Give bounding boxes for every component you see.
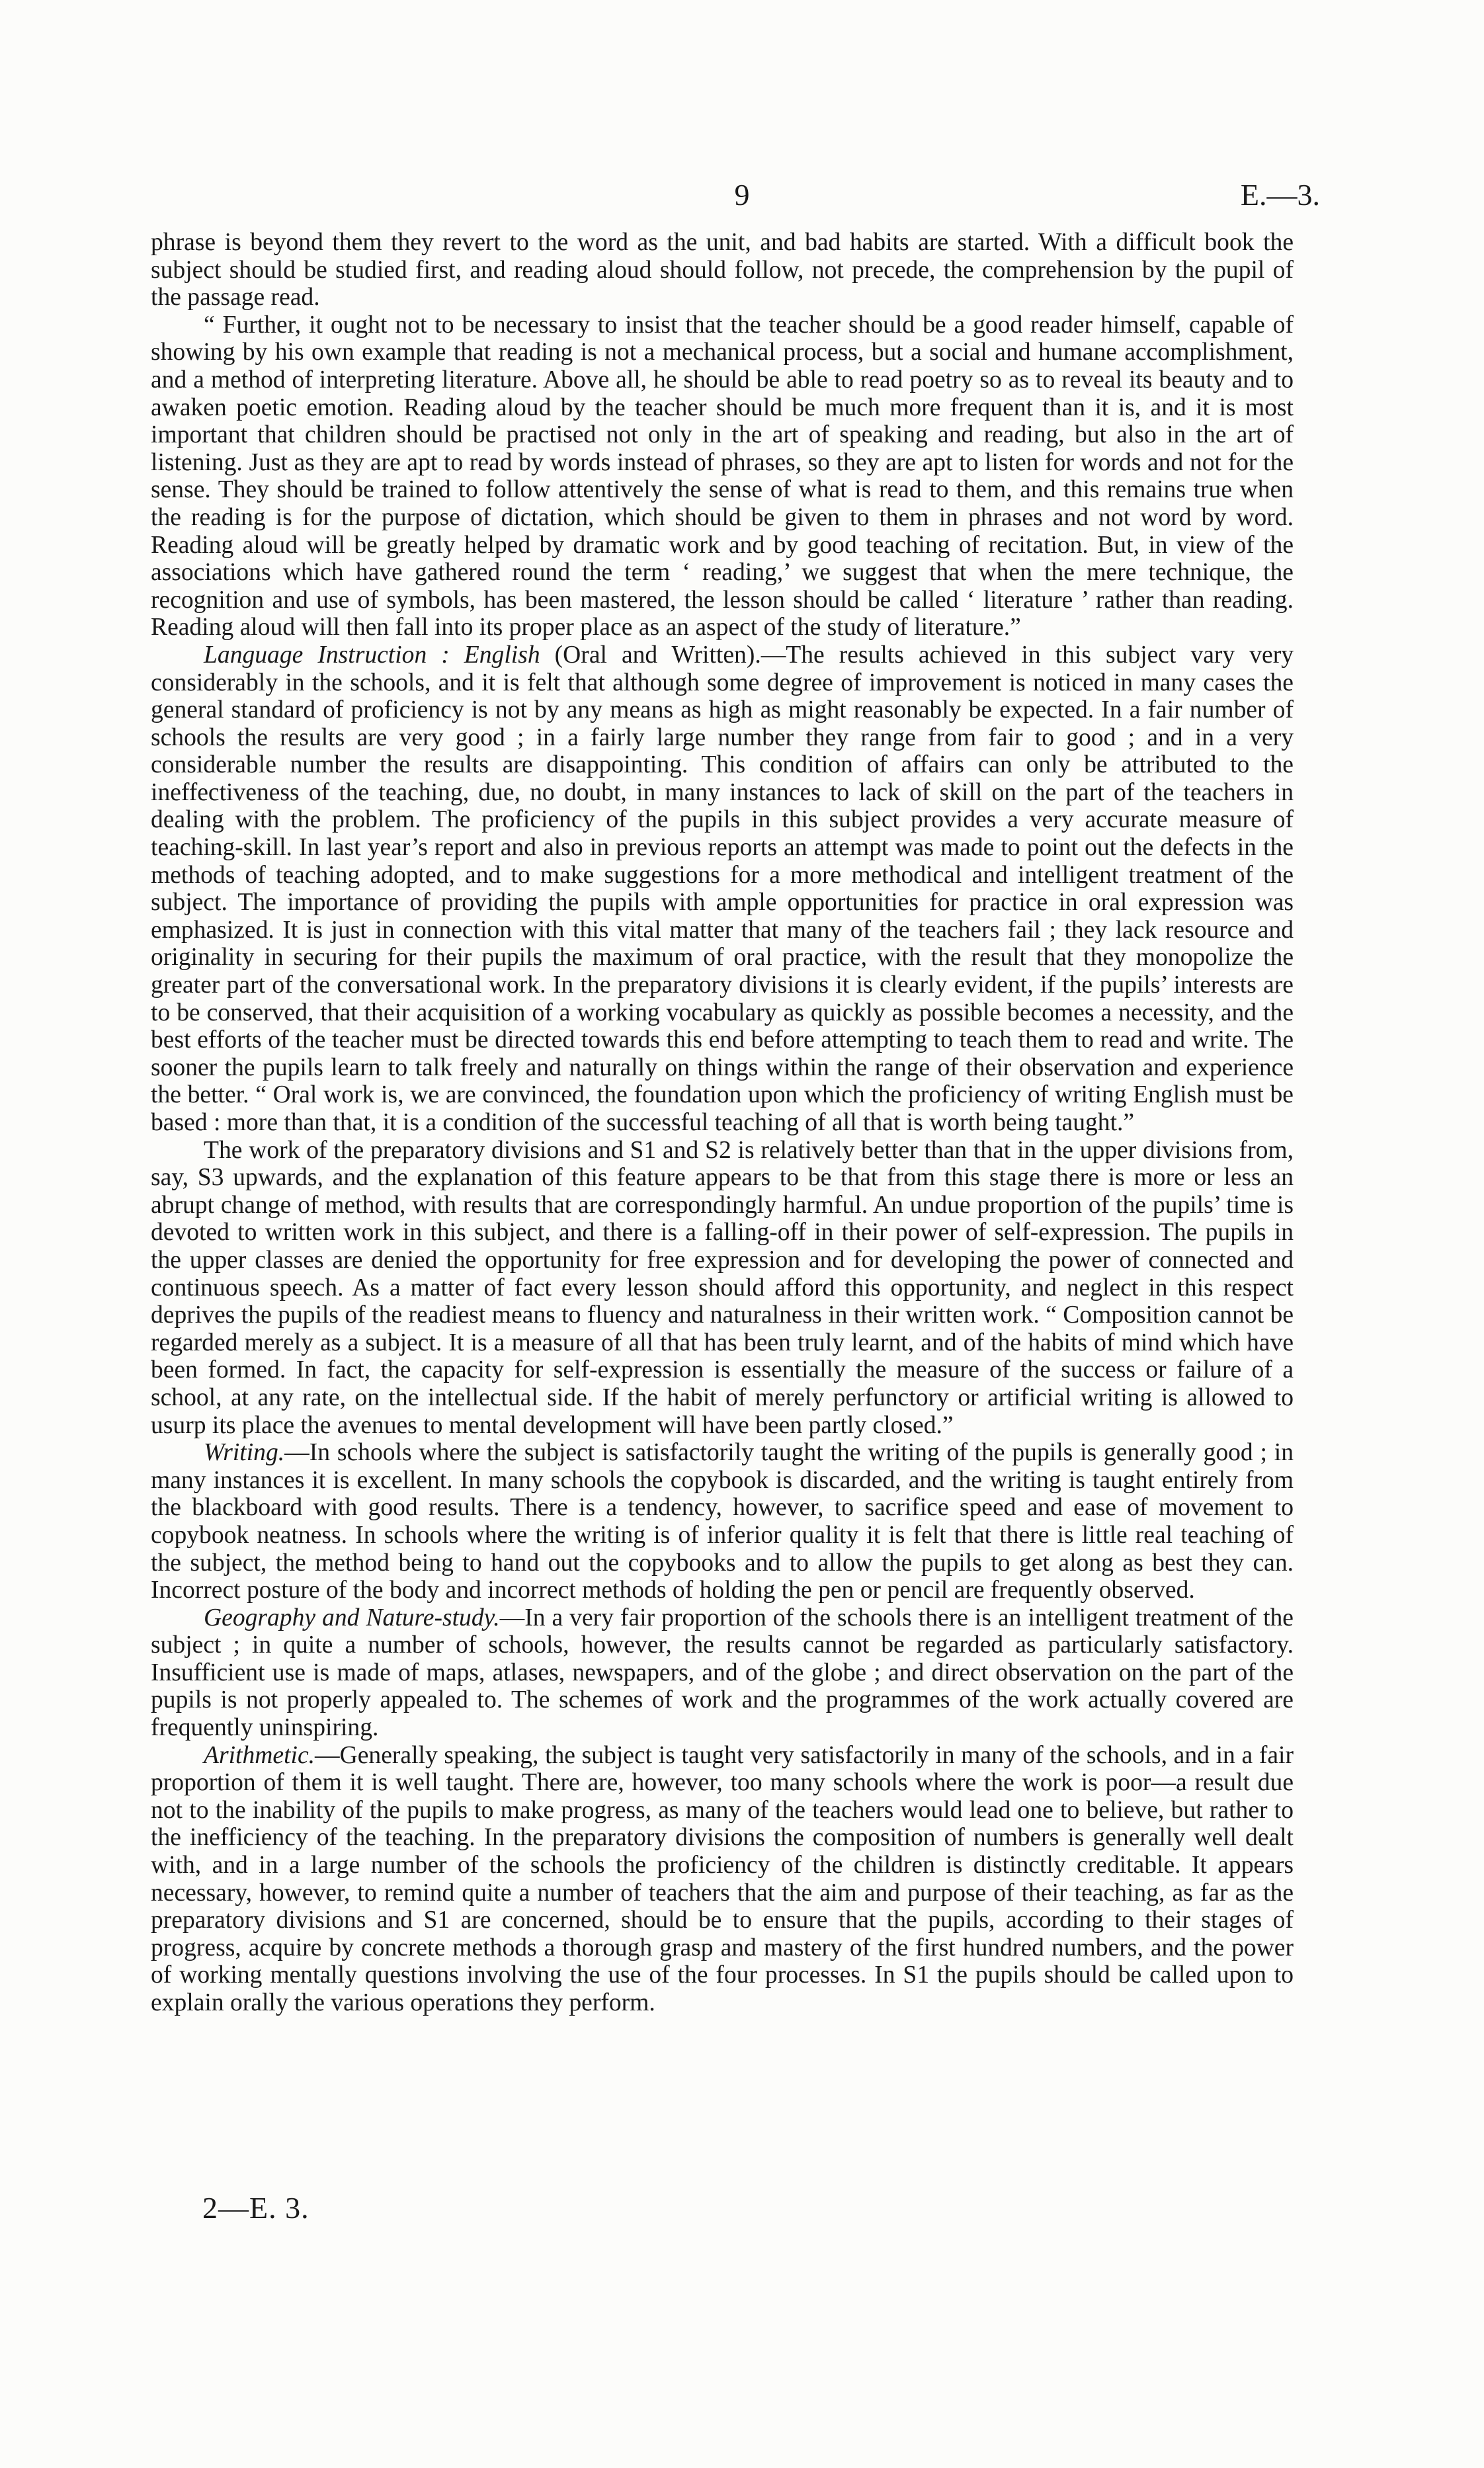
paragraph-geography bbox=[151, 1604, 1294, 1742]
section-heading: Language Instruction : English bbox=[204, 641, 540, 669]
paragraph-text: phrase is beyond them they revert to the word as the unit, and bad habits are started. With a difficult book the subject should be studied first, and reading aloud should follow, not precede, the comprehension by the pupil of the passage read. bbox=[151, 229, 1294, 311]
paragraph-2 bbox=[151, 311, 1294, 641]
paragraph-text: —Generally speaking, the subject is taught very satisfactorily in many of the schools, and in a fair proportion of them it is well taught. There are, however, too many schools where the work is poor—a result due not to the inability of the pupils to make progress, as many of the teachers would lead one to believe, but rather to the inefficiency of the teaching. In the preparatory divisions the composition of numbers is generally well dealt with, and in a large number of the schools the proficiency of the children is distinctly creditable. It appears necessary, however, to remind quite a number of teachers that the aim and purpose of their teaching, as far as the preparatory divisions and S1 are concerned, should be to ensure that the pupils, according to their stages of progress, acquire by concrete methods a thorough grasp and mastery of the first hundred numbers, and the power of working mentally questions involving the use of the four processes. In S1 the pupils should be called upon to explain orally the various operations they perform. bbox=[151, 1741, 1294, 2016]
paragraph-text: —In schools where the subject is satisfactorily taught the writing of the pupils is generally good ; in many instances it is excellent. In many schools the copybook is discarded, and the writing is taught entirely from the blackboard with good results. There is a tendency, however, to sacrifice speed and ease of movement to copybook neatness. In schools where the writing is of inferior quality it is felt that there is little real teaching of the subject, the method being to hand out the copybooks and to allow the pupils to get along as best they can. Incorrect posture of the body and incorrect methods of holding the pen or pencil are frequently observed. bbox=[151, 1439, 1294, 1604]
paragraph-text: “ Further, it ought not to be necessary to insist that the teacher should be a good reader himself, capable of showing by his own example that reading is not a mechanical process, but a social and humane accomplishment, and a method of interpreting literature. Above all, he should be able to read poetry so as to reveal its beauty and to awaken poetic emotion. Reading aloud by the teacher should be much more frequent than it is, and it is most important that children should be practised not only in the art of speaking and reading, but also in the art of listening. Just as they are apt to read by words instead of phrases, so they are apt to listen for words and not for the sense. They should be trained to follow attentively the sense of what is read to them, and this remains true when the reading is for the purpose of dictation, which should be given to them in phrases and not word by word. Reading aloud will be greatly helped by dramatic work and by good teaching of recitation. But, in view of the associations which have gathered round the term ‘ reading,’ we suggest that when the mere technique, the recognition and use of symbols, has been mastered, the lesson should be called ‘ literature ’ rather than reading. Reading aloud will then fall into its proper place as an aspect of the study of literature.” bbox=[151, 311, 1294, 641]
section-heading: Arithmetic. bbox=[204, 1741, 315, 1769]
paragraph-arithmetic bbox=[151, 1742, 1294, 2017]
paragraph-text: —In a very fair proportion of the schools there is an intelligent treatment of the subject ; in quite a number of schools, however, the results cannot be regarded as particularly satisfactory. Insufficient use is made of maps, atlases, newspapers, and of the globe ; and direct observation on the part of the pupils is not properly appealed to. The schemes of work and the programmes of the work actually covered are frequently uninspiring. bbox=[151, 1604, 1294, 1742]
paragraph-writing bbox=[151, 1439, 1294, 1604]
section-heading: Writing. bbox=[204, 1439, 285, 1467]
paragraph-text: (Oral and Written).—The results achieved in this subject vary very considerably in the schools, and it is felt that although some degree of improvement is noticed in many cases the general standard of proficiency is not by any means as high as might reasonably be expected. In a fair number of schools the results are very good ; in a fairly large number they range from fair to good ; and in a very considerable number the results are disappointing. This condition of affairs can only be attributed to the ineffectiveness of the teaching, due, no doubt, in many instances to lack of skill on the part of the teachers in dealing with the problem. The proficiency of the pupils in this subject provides a very accurate measure of teaching-skill. In last year’s report and also in previous reports an attempt was made to point out the defects in the methods of teaching adopted, and to make suggestions for a more methodical and intelligent treatment of the subject. The importance of providing the pupils with ample opportunities for practice in oral expression was emphasized. It is just in connection with this vital matter that many of the teachers fail ; they lack resource and originality in securing for their pupils the maximum of oral practice, with the result that they monopolize the greater part of the conversational work. In the preparatory divisions it is clearly evident, if the pupils’ interests are to be conserved, that their acquisition of a working vocabulary as quickly as possible becomes a necessity, and the best efforts of the teacher must be directed towards this end before attempting to teach them to read and write. The sooner the pupils learn to talk freely and naturally on things within the range of their observation and experience the better. “ Oral work is, we are convinced, the foundation upon which the proficiency of writing English must be based : more than that, it is a condition of the successful teaching of all that is worth being taught.” bbox=[151, 641, 1294, 1136]
printer-signature: 2—E. 3. bbox=[202, 2191, 309, 2225]
paragraph-language-instruction bbox=[151, 641, 1294, 1137]
document-reference: E.—3. bbox=[1240, 178, 1320, 212]
paragraph-text: The work of the preparatory divisions and S1 and S2 is relatively better than that in the upper divisions from, say, S3 upwards, and the explanation of this feature appears to be that from this stage there is more or less an abrupt change of method, with results that are correspondingly harmful. An undue proportion of the pupils’ time is devoted to written work in this subject, and there is a falling-off in their power of self-expression. The pupils in the upper classes are denied the opportunity for free expression and for developing the power of connected and continuous speech. As a matter of fact every lesson should afford this opportunity, and neglect in this respect deprives the pupils of the readiest means to fluency and naturalness in their written work. “ Composition cannot be regarded merely as a subject. It is a measure of all that has been truly learnt, and of the habits of mind which have been formed. In fact, the capacity for self-expression is essentially the measure of the success or failure of a school, at any rate, on the intellectual side. If the habit of merely perfunctory or artificial writing is allowed to usurp its place the avenues to mental development will have been partly closed.” bbox=[151, 1136, 1294, 1439]
section-heading: Geography and Nature-study. bbox=[204, 1604, 500, 1631]
paragraph-4 bbox=[151, 1137, 1294, 1440]
body-text bbox=[151, 229, 1294, 2017]
page-number: 9 bbox=[734, 178, 750, 212]
paragraph-1 bbox=[151, 229, 1294, 311]
